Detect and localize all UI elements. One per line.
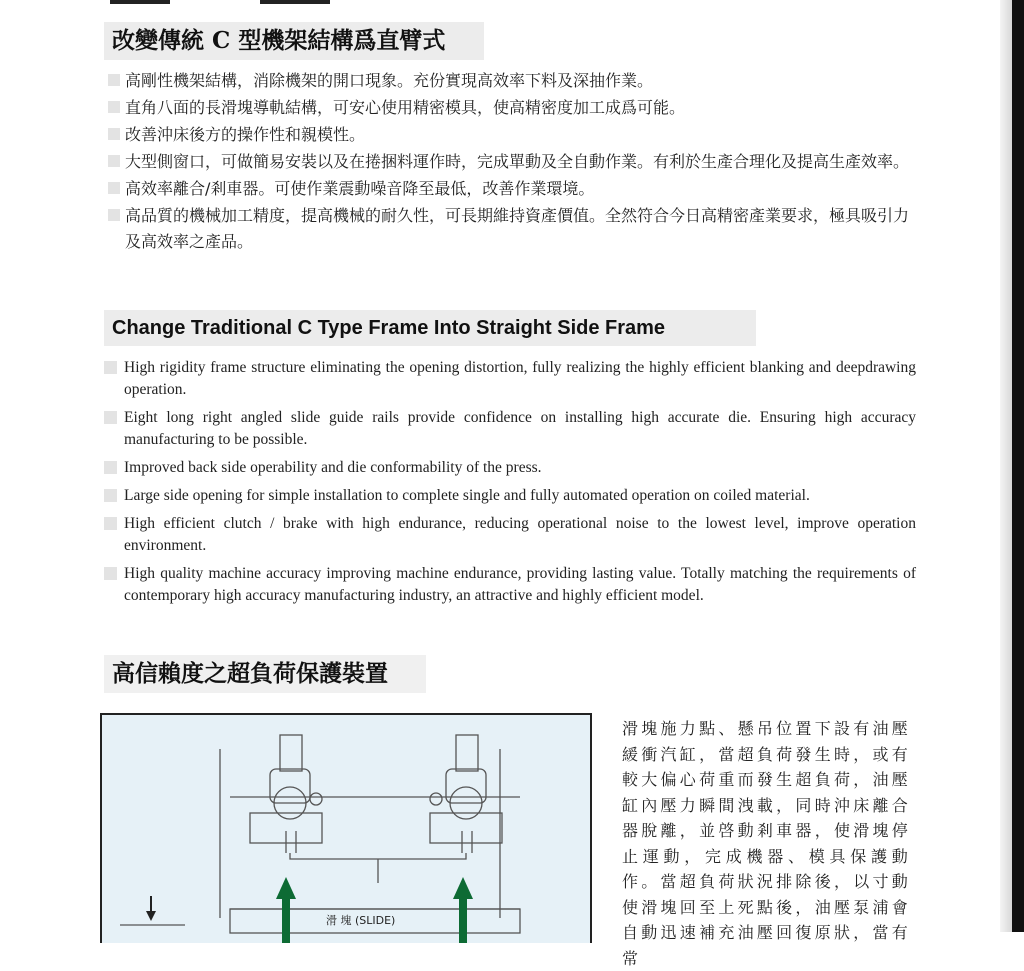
bullet-square-icon — [108, 209, 120, 221]
list-item-text: 直角八面的長滑塊導軌結構，可安心使用精密模具，使高精密度加工成爲可能。 — [125, 98, 686, 117]
list-item — [104, 407, 916, 451]
list-item-text: Eight long right angled slide guide rails provide confidence on installing high accurate die. Ensuring high accuracy manufacturing to be possible. — [124, 409, 916, 448]
list-item-text: High rigidity frame structure eliminating the opening distortion, fully realizing the highly efficient blanking and deepdrawing operation. — [124, 359, 916, 398]
list-item — [108, 122, 918, 148]
list-item-text: 高效率離合/剎車器。可使作業震動噪音降至最低，改善作業環境。 — [125, 179, 595, 198]
bullet-square-icon — [108, 101, 120, 113]
bullet-square-icon — [104, 517, 117, 530]
list-item-text: Large side opening for simple installation to complete single and fully automated operation on coiled material. — [124, 487, 810, 504]
bullet-square-icon — [104, 361, 117, 374]
list-item — [104, 485, 916, 507]
page-edge-shadow — [1000, 0, 1012, 932]
bullet-square-icon — [108, 155, 120, 167]
list-item — [108, 176, 918, 202]
page-edge — [1012, 0, 1024, 932]
bullet-square-icon — [104, 461, 117, 474]
bullet-square-icon — [104, 411, 117, 424]
list-item — [108, 95, 918, 121]
bullet-square-icon — [108, 128, 120, 140]
list-item-text: 大型側窗口，可做簡易安裝以及在捲捆料運作時，完成單動及全自動作業。有利於生產合理化及提高生產效率。 — [125, 152, 910, 171]
list-item-text: Improved back side operability and die conformability of the press. — [124, 459, 542, 476]
overload-protection-diagram — [100, 713, 592, 943]
bullet-square-icon — [108, 74, 120, 86]
list-item — [104, 357, 916, 401]
section2-title: Change Traditional C Type Frame Into Straight Side Frame — [104, 310, 756, 346]
list-item-text: 高品質的機械加工精度，提高機械的耐久性，可長期維持資產價值。全然符合今日高精密產業要求，極具吸引力及高效率之產品。 — [125, 206, 910, 251]
list-item — [108, 203, 918, 255]
bullet-square-icon — [104, 567, 117, 580]
list-item — [108, 68, 918, 94]
list-item-text: 高剛性機架結構，消除機架的開口現象。充份實現高效率下料及深抽作業。 — [125, 71, 654, 90]
top-rule-marks — [110, 0, 330, 4]
bullet-square-icon — [104, 489, 117, 502]
list-item-text: High quality machine accuracy improving machine endurance, providing lasting value. Totally matching the requirements of contemporary high accuracy manufacturing industry, an attractive and highly efficient model. — [124, 565, 916, 604]
list-item-text: High efficient clutch / brake with high endurance, reducing operational noise to the lowest level, improve operation environment. — [124, 515, 916, 554]
section3-description: 滑塊施力點、懸吊位置下設有油壓緩衝汽缸，當超負荷發生時，或有較大偏心荷重而發生超負荷，油壓缸內壓力瞬間洩載，同時沖床離合器脫離，並啓動剎車器，使滑塊停止運動，完成機器、模具保護動作。當超負荷狀況排除後，以寸動使滑塊回至上死點後，油壓泵浦會自動迅速補充油壓回復原狀，當有常 — [622, 719, 910, 968]
list-item — [104, 513, 916, 557]
list-item — [104, 457, 916, 479]
bullet-square-icon — [108, 182, 120, 194]
section3-title: 高信賴度之超負荷保護裝置 — [104, 655, 426, 693]
list-item — [108, 149, 918, 175]
list-item — [104, 563, 916, 607]
section1-feature-list — [108, 68, 918, 256]
section2-feature-list — [104, 357, 916, 613]
section1-title: 改變傳統 C 型機架結構爲直臂式 — [104, 22, 484, 60]
slide-label: 滑 塊 (SLIDE) — [326, 914, 396, 927]
list-item-text: 改善沖床後方的操作性和親模性。 — [125, 125, 366, 144]
